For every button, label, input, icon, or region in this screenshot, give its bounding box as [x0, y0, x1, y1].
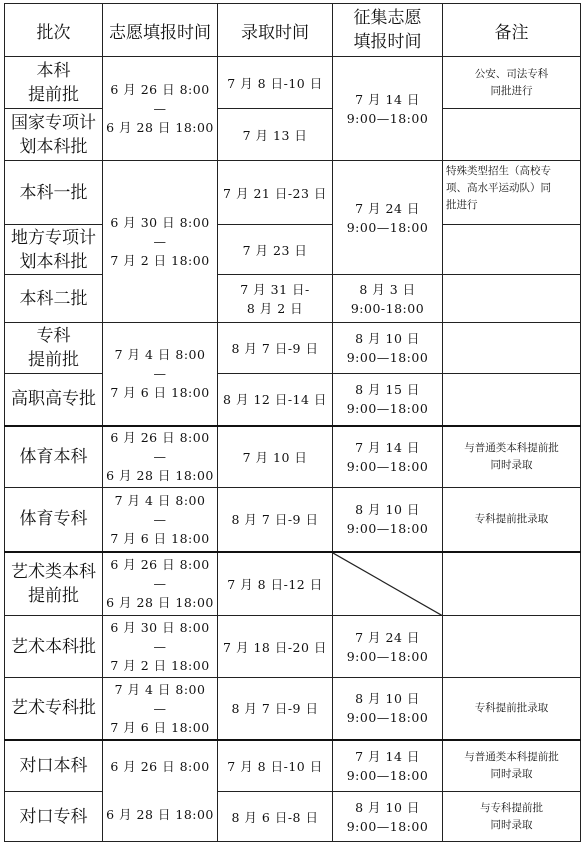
collect-time-cell: 8 月 10 日 9:00—18:00 — [333, 792, 443, 842]
batch-cell: 地方专项计 划本科批 — [5, 225, 103, 275]
admit-time-cell: 7 月 8 日-12 日 — [218, 552, 333, 616]
collect-time-cell: 8 月 15 日 9:00—18:00 — [333, 374, 443, 426]
batch-cell: 国家专项计 划本科批 — [5, 109, 103, 161]
header-batch: 批次 — [5, 4, 103, 57]
collect-time-cell: 7 月 24 日 9:00—18:00 — [333, 161, 443, 275]
admit-time-cell: 7 月 10 日 — [218, 426, 333, 488]
notes-cell — [443, 275, 581, 323]
admit-time-cell: 7 月 18 日-20 日 — [218, 616, 333, 678]
admit-time-cell: 7 月 23 日 — [218, 225, 333, 275]
apply-time-cell: 6 月 26 日 8:00 — 6 月 28 日 18:00 — [103, 57, 218, 161]
collect-time-cell: 7 月 14 日 9:00—18:00 — [333, 426, 443, 488]
header-notes: 备注 — [443, 4, 581, 57]
table-row — [5, 109, 581, 161]
table-row — [5, 426, 581, 488]
notes-cell — [443, 225, 581, 275]
table-row — [5, 374, 581, 426]
notes-cell: 特殊类型招生（高校专 项、高水平运动队）同 批进行 — [443, 161, 581, 225]
table-row — [5, 161, 581, 225]
collect-time-cell: 7 月 14 日 9:00—18:00 — [333, 740, 443, 792]
batch-cell: 高职高专批 — [5, 374, 103, 426]
apply-time-cell: 6 月 26 日 8:00 — 6 月 28 日 18:00 — [103, 552, 218, 616]
notes-cell — [443, 616, 581, 678]
collect-time-cell: 8 月 3 日 9:00-18:00 — [333, 275, 443, 323]
batch-cell: 体育专科 — [5, 488, 103, 552]
batch-cell: 体育本科 — [5, 426, 103, 488]
apply-time-cell: 7 月 4 日 8:00 — 7 月 6 日 18:00 — [103, 678, 218, 740]
admit-time-cell: 8 月 7 日-9 日 — [218, 488, 333, 552]
header-row — [5, 4, 581, 57]
diagonal-line — [333, 553, 442, 616]
admit-time-cell: 7 月 8 日-10 日 — [218, 57, 333, 109]
apply-time-cell: 7 月 4 日 8:00 — 7 月 6 日 18:00 — [103, 323, 218, 426]
batch-cell: 专科 提前批 — [5, 323, 103, 374]
collect-time-cell: 8 月 10 日 9:00—18:00 — [333, 678, 443, 740]
admit-time-cell: 8 月 7 日-9 日 — [218, 678, 333, 740]
notes-cell: 专科提前批录取 — [443, 678, 581, 740]
notes-cell — [443, 374, 581, 426]
notes-cell: 公安、司法专科 同批进行 — [443, 57, 581, 109]
admission-schedule-table — [4, 3, 581, 842]
batch-cell: 艺术专科批 — [5, 678, 103, 740]
batch-cell: 本科 提前批 — [5, 57, 103, 109]
table-row — [5, 57, 581, 109]
admit-time-cell: 8 月 7 日-9 日 — [218, 323, 333, 374]
admit-time-cell: 7 月 13 日 — [218, 109, 333, 161]
notes-cell: 与普通类本科提前批 同时录取 — [443, 740, 581, 792]
table-row — [5, 678, 581, 740]
apply-time-cell: 6 月 30 日 8:00 — 7 月 2 日 18:00 — [103, 161, 218, 323]
batch-cell: 艺术本科批 — [5, 616, 103, 678]
batch-cell: 艺术类本科 提前批 — [5, 552, 103, 616]
table-row — [5, 792, 581, 842]
apply-time-cell: 7 月 4 日 8:00 — 7 月 6 日 18:00 — [103, 488, 218, 552]
apply-time-cell: 6 月 26 日 8:00 6 月 28 日 18:00 — [103, 740, 218, 842]
table-row — [5, 616, 581, 678]
notes-cell: 与专科提前批 同时录取 — [443, 792, 581, 842]
table-row — [5, 275, 581, 323]
collect-time-cell: 7 月 14 日 9:00—18:00 — [333, 57, 443, 161]
admit-time-cell: 7 月 21 日-23 日 — [218, 161, 333, 225]
table-row — [5, 323, 581, 374]
collect-time-cell: 8 月 10 日 9:00—18:00 — [333, 488, 443, 552]
admit-time-cell: 8 月 12 日-14 日 — [218, 374, 333, 426]
notes-cell — [443, 109, 581, 161]
batch-cell: 本科二批 — [5, 275, 103, 323]
table-row — [5, 740, 581, 792]
apply-time-cell: 6 月 26 日 8:00 — 6 月 28 日 18:00 — [103, 426, 218, 488]
batch-cell: 对口本科 — [5, 740, 103, 792]
apply-time-cell: 6 月 30 日 8:00 — 7 月 2 日 18:00 — [103, 616, 218, 678]
admit-time-cell: 7 月 8 日-10 日 — [218, 740, 333, 792]
notes-cell: 与普通类本科提前批 同时录取 — [443, 426, 581, 488]
notes-cell — [443, 552, 581, 616]
empty-slash-cell — [333, 552, 443, 616]
batch-cell: 对口专科 — [5, 792, 103, 842]
collect-time-cell: 8 月 10 日 9:00—18:00 — [333, 323, 443, 374]
admit-time-cell: 8 月 6 日-8 日 — [218, 792, 333, 842]
collect-time-cell: 7 月 24 日 9:00—18:00 — [333, 616, 443, 678]
admit-time-cell: 7 月 31 日- 8 月 2 日 — [218, 275, 333, 323]
notes-cell: 专科提前批录取 — [443, 488, 581, 552]
notes-cell — [443, 323, 581, 374]
table-row — [5, 488, 581, 552]
table-row — [5, 225, 581, 275]
table-row — [5, 552, 581, 616]
header-admit-time: 录取时间 — [218, 4, 333, 57]
header-apply-time: 志愿填报时间 — [103, 4, 218, 57]
header-collect-time: 征集志愿 填报时间 — [333, 4, 443, 57]
batch-cell: 本科一批 — [5, 161, 103, 225]
